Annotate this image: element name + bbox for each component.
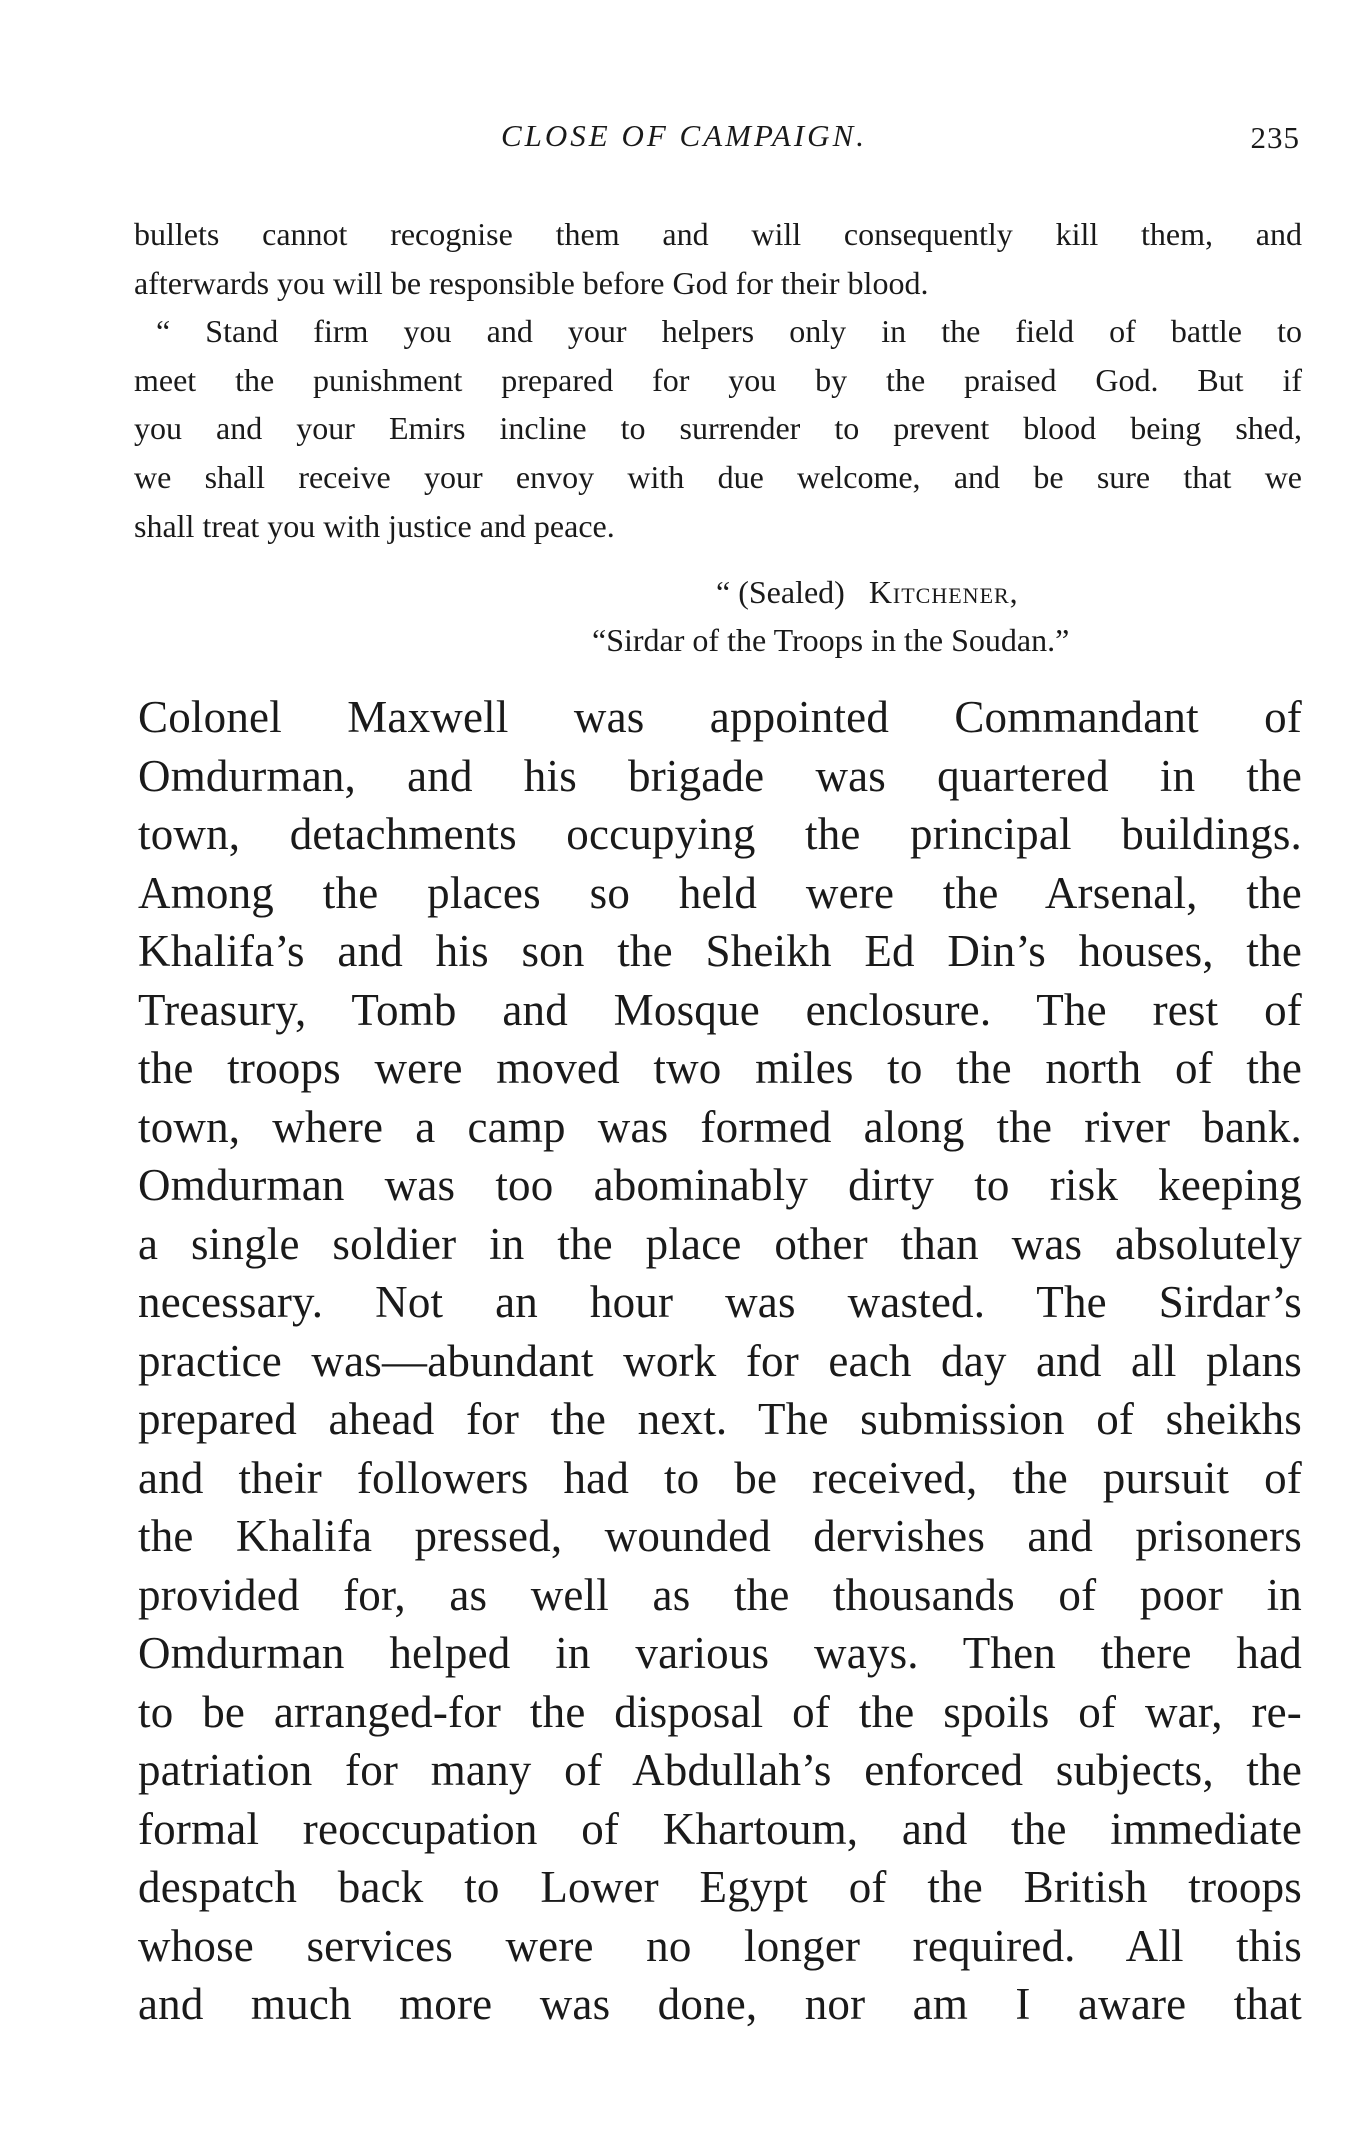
signature-block	[134, 568, 1302, 664]
page-header	[0, 118, 1368, 158]
letter-line: meet the punishment prepared for you by the praised God. But if	[134, 361, 1302, 398]
body-line: Treasury, Tomb and Mosque enclosure. The rest of	[138, 984, 1302, 1035]
body-line: Colonel Maxwell was appointed Commandant of	[138, 692, 1302, 742]
body-line: town, where a camp was formed along the river bank.	[138, 1101, 1302, 1152]
body-line: provided for, as well as the thousands of poor in	[138, 1569, 1302, 1620]
letter-line: bullets cannot recognise them and will consequently kill them, and	[134, 216, 1302, 252]
signature-line	[134, 568, 1302, 616]
body-line: town, detachments occupying the principal buildings.	[138, 809, 1302, 859]
body-line: whose services were no longer required. All this	[138, 1920, 1302, 1971]
body-line: and much more was done, nor am I aware that	[138, 1979, 1302, 2029]
body-line: the Khalifa pressed, wounded dervishes and prisoners	[138, 1511, 1302, 1561]
body-line: Among the places so held were the Arsenal, the	[138, 867, 1302, 918]
letter-line: afterwards you will be responsible before God for their blood.	[134, 264, 929, 301]
body-paragraph	[138, 688, 1302, 2034]
body-line: Omdurman, and his brigade was quartered in the	[138, 750, 1302, 801]
letter-line: “ Stand firm you and your helpers only in the field of battle to	[156, 313, 1302, 350]
sealed-mark: “ (Sealed)	[716, 574, 845, 610]
body-line: necessary. Not an hour was wasted. The Sirdar’s	[138, 1277, 1302, 1327]
letter-line: shall treat you with justice and peace.	[134, 507, 615, 544]
body-line: formal reoccupation of Khartoum, and the immediate	[138, 1803, 1302, 1854]
body-line: Khalifa’s and his son the Sheikh Ed Din’s houses, the	[138, 926, 1302, 976]
body-line: and their followers had to be received, the pursuit of	[138, 1452, 1302, 1503]
body-line: Omdurman helped in various ways. Then there had	[138, 1628, 1302, 1678]
quoted-letter	[134, 210, 1302, 550]
signatory-name: Kitchener,	[868, 574, 1019, 610]
body-line: the troops were moved two miles to the north of the	[138, 1043, 1302, 1093]
body-line: practice was—abundant work for each day and all plans	[138, 1335, 1302, 1386]
body-line: prepared ahead for the next. The submission of sheikhs	[138, 1394, 1302, 1444]
body-line: Omdurman was too abominably dirty to risk keeping	[138, 1160, 1302, 1210]
body-line: to be arranged-for the disposal of the spoils of war, re-	[138, 1686, 1302, 1737]
body-line: patriation for many of Abdullah’s enforced subjects, the	[138, 1745, 1302, 1795]
body-line: a single soldier in the place other than was absolutely	[138, 1218, 1302, 1269]
signatory-title: “Sirdar of the Troops in the Soudan.”	[592, 622, 1070, 658]
letter-line: we shall receive your envoy with due welcome, and be sure that we	[134, 458, 1302, 495]
letter-line: you and your Emirs incline to surrender to prevent blood being shed,	[134, 410, 1302, 447]
body-line: despatch back to Lower Egypt of the British troops	[138, 1862, 1302, 1912]
page-number: 235	[1250, 120, 1300, 155]
running-title: CLOSE OF CAMPAIGN.	[500, 118, 867, 153]
